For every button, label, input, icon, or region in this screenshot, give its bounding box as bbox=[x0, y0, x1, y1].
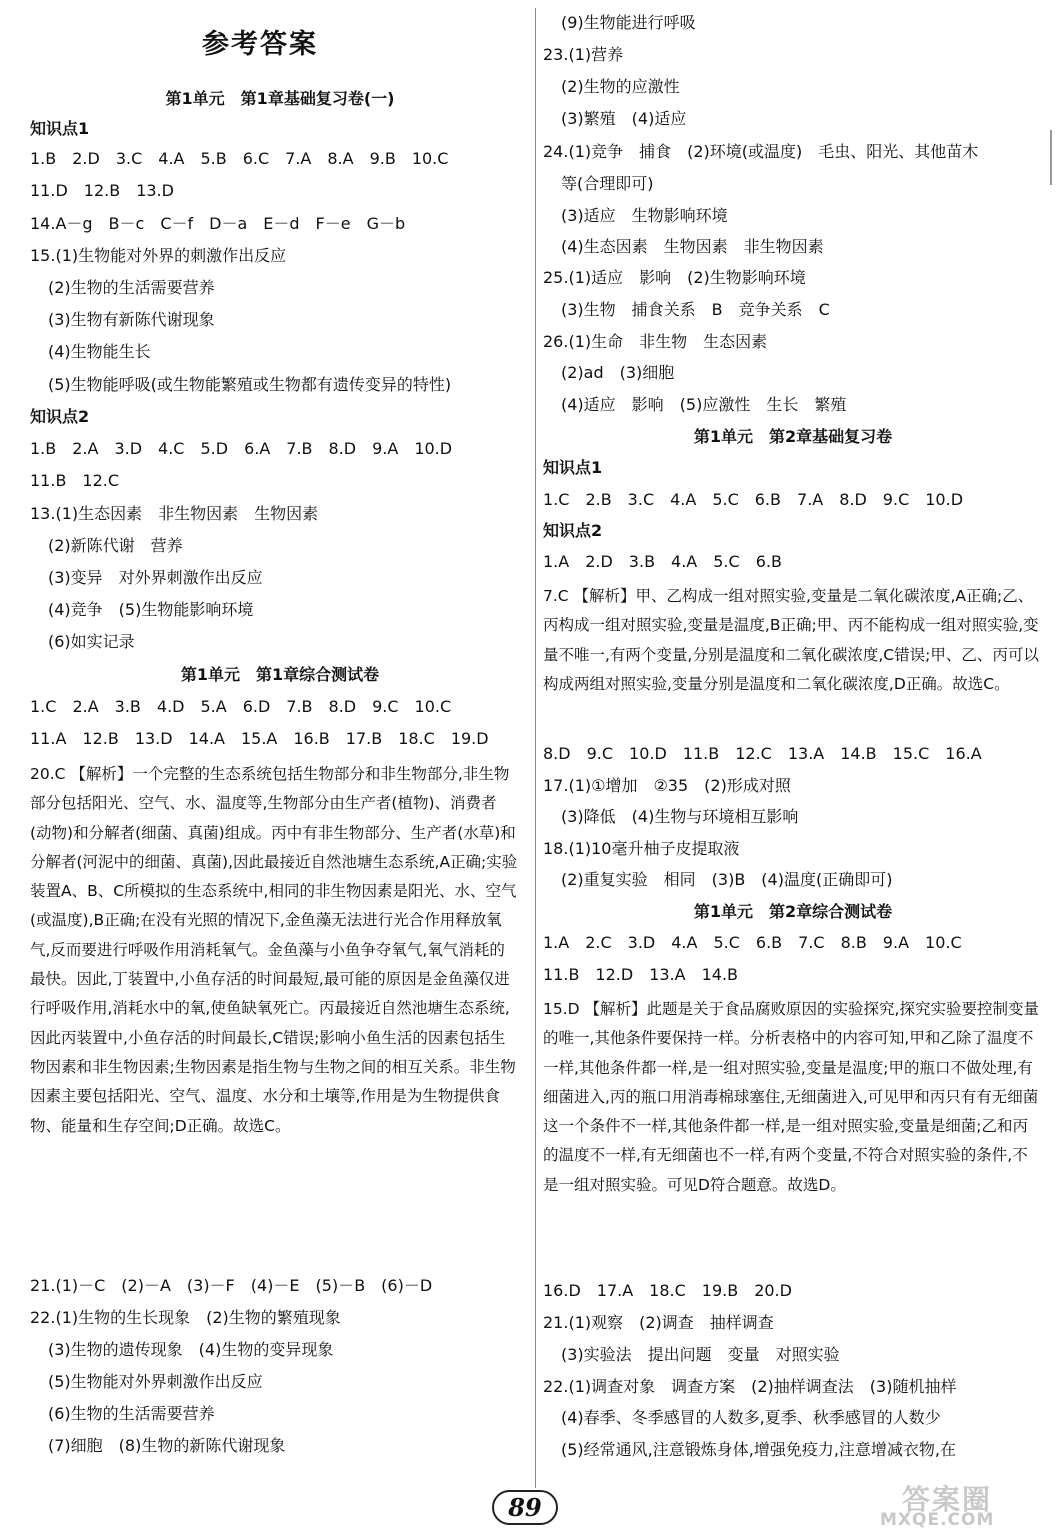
watermark-text: 答案圈 bbox=[902, 1483, 993, 1516]
answer-line: 11.D 12.B 13.D bbox=[30, 181, 174, 200]
page-number-label: 89 bbox=[492, 1490, 557, 1525]
answer-line: (3)降低 (4)生物与环境相互影响 bbox=[561, 807, 799, 826]
section-heading: 第1单元 第1章基础复习卷(一) bbox=[165, 89, 395, 108]
answer-line: (3)生物 捕食关系 B 竞争关系 C bbox=[561, 300, 830, 319]
answer-line: (3)变异 对外界刺激作出反应 bbox=[48, 568, 263, 587]
answer-line: 11.B 12.C bbox=[30, 471, 120, 490]
answer-line: 15.(1)生物能对外界的刺激作出反应 bbox=[30, 246, 287, 265]
answer-line: 1.C 2.A 3.B 4.D 5.A 6.D 7.B 8.D 9.C 10.C bbox=[30, 697, 452, 716]
answer-line: 1.A 2.D 3.B 4.A 5.C 6.B bbox=[543, 552, 782, 571]
edge-mark bbox=[1050, 130, 1052, 185]
answer-line: 14.A－g B－c C－f D－a E－d F－e G－b bbox=[30, 214, 406, 233]
answer-line: (3)繁殖 (4)适应 bbox=[561, 109, 687, 128]
section-heading: 第1单元 第2章基础复习卷 bbox=[693, 427, 893, 446]
answer-line: (2)重复实验 相同 (3)B (4)温度(正确即可) bbox=[561, 870, 893, 889]
answer-line: 17.(1)①增加 ②35 (2)形成对照 bbox=[543, 776, 791, 795]
answer-line: (3)生物的遗传现象 (4)生物的变异现象 bbox=[48, 1340, 334, 1359]
answer-line: 25.(1)适应 影响 (2)生物影响环境 bbox=[543, 268, 806, 287]
answer-line: 24.(1)竞争 捕食 (2)环境(或温度) 毛虫、阳光、其他苗木 bbox=[543, 142, 979, 161]
answer-line: (2)生物的应激性 bbox=[561, 77, 680, 96]
watermark-url: MXQE.COM bbox=[880, 1510, 995, 1530]
answer-line: (5)生物能对外界刺激作出反应 bbox=[48, 1372, 263, 1391]
answer-line: 13.(1)生态因素 非生物因素 生物因素 bbox=[30, 504, 319, 523]
answer-line: (3)实验法 提出问题 变量 对照实验 bbox=[561, 1345, 840, 1364]
answer-line: 21.(1)观察 (2)调查 抽样调查 bbox=[543, 1313, 774, 1332]
page-number bbox=[480, 1487, 570, 1527]
answer-line: 1.A 2.C 3.D 4.A 5.C 6.B 7.C 8.B 9.A 10.C bbox=[543, 933, 962, 952]
answer-line: (6)生物的生活需要营养 bbox=[48, 1404, 215, 1423]
answer-line: (5)经常通风,注意锻炼身体,增强免疫力,注意增减衣物,在 bbox=[561, 1440, 957, 1459]
answer-line: 23.(1)营养 bbox=[543, 45, 624, 64]
answer-line: (3)生物有新陈代谢现象 bbox=[48, 310, 215, 329]
section-heading: 第1单元 第1章综合测试卷 bbox=[180, 665, 380, 684]
answer-line: (2)生物的生活需要营养 bbox=[48, 278, 215, 297]
knowledge-point-label: 知识点2 bbox=[543, 521, 603, 540]
knowledge-point-label: 知识点2 bbox=[30, 407, 90, 426]
answer-line: (4)适应 影响 (5)应激性 生长 繁殖 bbox=[561, 395, 847, 414]
answer-explanation-20: 20.C 【解析】一个完整的生态系统包括生物部分和非生物部分,非生物部分包括阳光、空气、水、温度等,生物部分由生产者(植物)、消费者(动物)和分解者(细菌、真菌)组成。丙中有非生物部分、生产者(水草)和分解者(河泥中的细菌、真菌),因此最接近自然池塘生态系统,A正确;实验装置A、B、C所模拟的生态系统中,相同的非生物因素是阳光、水、空气(或温度),B正确;在没有光照的情况下,金鱼藻无法进行光合作用释放氧气,反而要进行呼吸作用消耗氧气。金鱼藻与小鱼争夺氧气,氧气消耗的最快。因此,丁装置中,小鱼存活的时间最短,最可能的原因是金鱼藻仅进行呼吸作用,消耗水中的氧,使鱼缺氧死亡。丙最接近自然池塘生态系统,因此丙装置中,小鱼存活的时间最长,C错误;影响小鱼生活的因素包括生物因素和非生物因素;生物因素是指生物与生物之间的相互关系。非生物因素主要包括阳光、空气、温度、水分和土壤等,作用是为生物提供食物、能量和生存空间;D正确。故选C。 bbox=[30, 765, 518, 1135]
answer-line: (2)新陈代谢 营养 bbox=[48, 536, 183, 555]
column-divider bbox=[535, 8, 536, 1488]
knowledge-point-label: 知识点1 bbox=[30, 119, 90, 138]
answer-line: (2)ad (3)细胞 bbox=[561, 363, 675, 382]
answer-line: (4)生物能生长 bbox=[48, 342, 151, 361]
answer-line: 16.D 17.A 18.C 19.B 20.D bbox=[543, 1281, 792, 1300]
answer-line: (4)春季、冬季感冒的人数多,夏季、秋季感冒的人数少 bbox=[561, 1408, 941, 1427]
answer-line: (4)竞争 (5)生物能影响环境 bbox=[48, 600, 254, 619]
knowledge-point-label: 知识点1 bbox=[543, 458, 603, 477]
answer-line: 等(合理即可) bbox=[561, 174, 654, 193]
answer-line: (3)适应 生物影响环境 bbox=[561, 206, 728, 225]
answer-line: (6)如实记录 bbox=[48, 632, 135, 651]
answer-line: 1.B 2.A 3.D 4.C 5.D 6.A 7.B 8.D 9.A 10.D bbox=[30, 439, 453, 458]
answer-line: 22.(1)生物的生长现象 (2)生物的繁殖现象 bbox=[30, 1308, 341, 1327]
answer-explanation-15: 15.D 【解析】此题是关于食品腐败原因的实验探究,探究实验要控制变量的唯一,其他条件要保持一样。分析表格中的内容可知,甲和乙除了温度不一样,其他条件都一样,是一组对照实验,变量是温度;甲的瓶口不做处理,有细菌进入,丙的瓶口用消毒棉球塞住,无细菌进入,可见甲和丙只有有无细菌这一个条件不一样,其他条件都一样,是一组对照实验,变量是细菌;乙和丙的温度不一样,有无细菌也不一样,有两个变量,不符合对照实验的条件,不是一组对照实验。可见D符合题意。故选D。 bbox=[543, 1000, 1039, 1194]
answer-line: 11.A 12.B 13.D 14.A 15.A 16.B 17.B 18.C 19.D bbox=[30, 729, 489, 748]
answer-line: 11.B 12.D 13.A 14.B bbox=[543, 965, 739, 984]
answer-line: (5)生物能呼吸(或生物能繁殖或生物都有遗传变异的特性) bbox=[48, 375, 452, 394]
answer-line: (4)生态因素 生物因素 非生物因素 bbox=[561, 237, 824, 256]
answer-line: 22.(1)调查对象 调查方案 (2)抽样调查法 (3)随机抽样 bbox=[543, 1377, 957, 1396]
page-title: 参考答案 bbox=[202, 29, 318, 60]
watermark bbox=[880, 1478, 1050, 1533]
answer-line: 18.(1)10毫升柚子皮提取液 bbox=[543, 839, 740, 858]
answer-line: 21.(1)－C (2)－A (3)－F (4)－E (5)－B (6)－D bbox=[30, 1276, 433, 1295]
answer-line: (7)细胞 (8)生物的新陈代谢现象 bbox=[48, 1436, 286, 1455]
answer-line: 26.(1)生命 非生物 生态因素 bbox=[543, 332, 768, 351]
answer-line: 8.D 9.C 10.D 11.B 12.C 13.A 14.B 15.C 16.A bbox=[543, 744, 982, 763]
answer-line: 1.C 2.B 3.C 4.A 5.C 6.B 7.A 8.D 9.C 10.D bbox=[543, 490, 964, 509]
answer-line: (9)生物能进行呼吸 bbox=[561, 13, 696, 32]
answer-line: 1.B 2.D 3.C 4.A 5.B 6.C 7.A 8.A 9.B 10.C bbox=[30, 149, 449, 168]
section-heading: 第1单元 第2章综合测试卷 bbox=[693, 902, 893, 921]
answer-explanation-7: 7.C 【解析】甲、乙构成一组对照实验,变量是二氧化碳浓度,A正确;乙、丙构成一组对照实验,变量是温度,B正确;甲、丙不能构成一组对照实验,变量不唯一,有两个变量,分别是温度和二氧化碳浓度,C错误;甲、乙、丙可以构成两组对照实验,变量分别是温度和二氧化碳浓度,D正确。故选C。 bbox=[543, 587, 1039, 693]
